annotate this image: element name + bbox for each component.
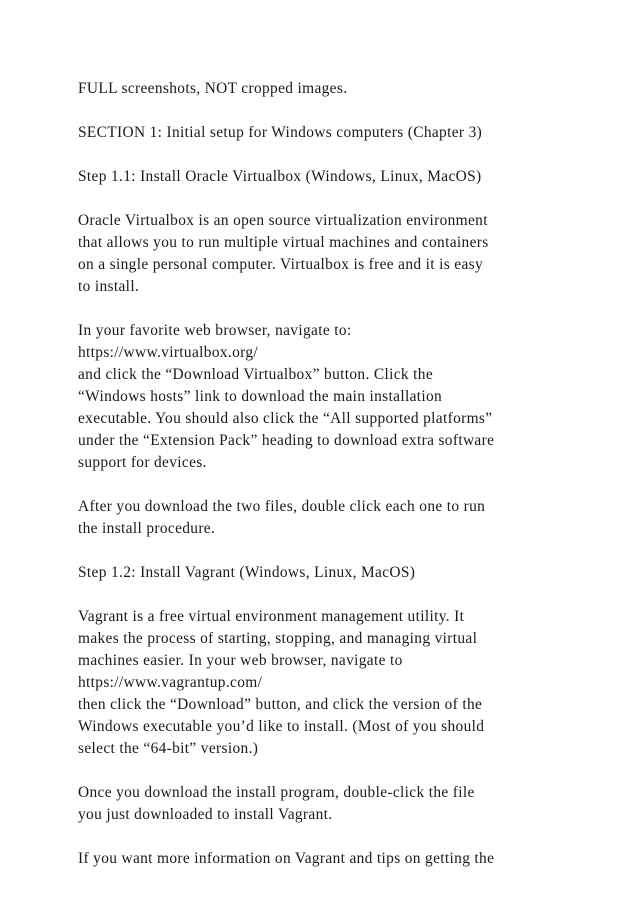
- text-line: FULL screenshots, NOT cropped images.: [78, 80, 348, 97]
- text-line: to install.: [78, 278, 140, 295]
- text-line: you just downloaded to install Vagrant.: [78, 806, 333, 823]
- text-line: select the “64-bit” version.): [78, 740, 259, 757]
- text-line: Step 1.2: Install Vagrant (Windows, Linux, MacOS): [78, 564, 416, 581]
- text-line: https://www.vagrantup.com/: [78, 674, 263, 691]
- text-line: In your favorite web browser, navigate to:: [78, 322, 352, 339]
- paragraph-gap: [78, 760, 568, 782]
- paragraph-gap: [78, 100, 568, 122]
- text-line: https://www.virtualbox.org/: [78, 344, 259, 361]
- text-line: on a single personal computer. Virtualbox is free and it is easy: [78, 256, 484, 273]
- vagrant-install-instructions: [78, 782, 568, 826]
- step-1-1-heading: [78, 166, 568, 188]
- text-line: “Windows hosts” link to download the main installation: [78, 388, 443, 405]
- text-line: the install procedure.: [78, 520, 216, 537]
- virtualbox-install-instructions: [78, 496, 568, 540]
- text-line: SECTION 1: Initial setup for Windows computers (Chapter 3): [78, 124, 483, 141]
- text-line: If you want more information on Vagrant and tips on getting the: [78, 850, 495, 867]
- text-line: Vagrant is a free virtual environment management utility. It: [78, 608, 465, 625]
- text-line: then click the “Download” button, and click the version of the: [78, 696, 483, 713]
- paragraph-gap: [78, 826, 568, 848]
- text-line: Windows executable you’d like to install. (Most of you should: [78, 718, 485, 735]
- paragraph-gap: [78, 188, 568, 210]
- vagrant-description: [78, 606, 568, 760]
- vagrant-more-info: [78, 848, 568, 870]
- text-line: that allows you to run multiple virtual machines and containers: [78, 234, 489, 251]
- text-line: support for devices.: [78, 454, 207, 471]
- text-line: under the “Extension Pack” heading to download extra software: [78, 432, 495, 449]
- note-full-screenshots: [78, 78, 568, 100]
- text-line: machines easier. In your web browser, navigate to: [78, 652, 403, 669]
- section-1-heading: [78, 122, 568, 144]
- paragraph-gap: [78, 584, 568, 606]
- text-line: makes the process of starting, stopping, and managing virtual: [78, 630, 478, 647]
- paragraph-gap: [78, 298, 568, 320]
- text-line: After you download the two files, double click each one to run: [78, 498, 486, 515]
- text-line: Oracle Virtualbox is an open source virtualization environment: [78, 212, 488, 229]
- paragraph-gap: [78, 540, 568, 562]
- virtualbox-description: [78, 210, 568, 298]
- text-line: executable. You should also click the “All supported platforms”: [78, 410, 493, 427]
- virtualbox-download-instructions: [78, 320, 568, 474]
- text-line: Step 1.1: Install Oracle Virtualbox (Windows, Linux, MacOS): [78, 168, 482, 185]
- paragraph-gap: [78, 474, 568, 496]
- step-1-2-heading: [78, 562, 568, 584]
- text-line: Once you download the install program, double-click the file: [78, 784, 475, 801]
- paragraph-gap: [78, 144, 568, 166]
- document-page: [78, 78, 568, 870]
- text-line: and click the “Download Virtualbox” button. Click the: [78, 366, 434, 383]
